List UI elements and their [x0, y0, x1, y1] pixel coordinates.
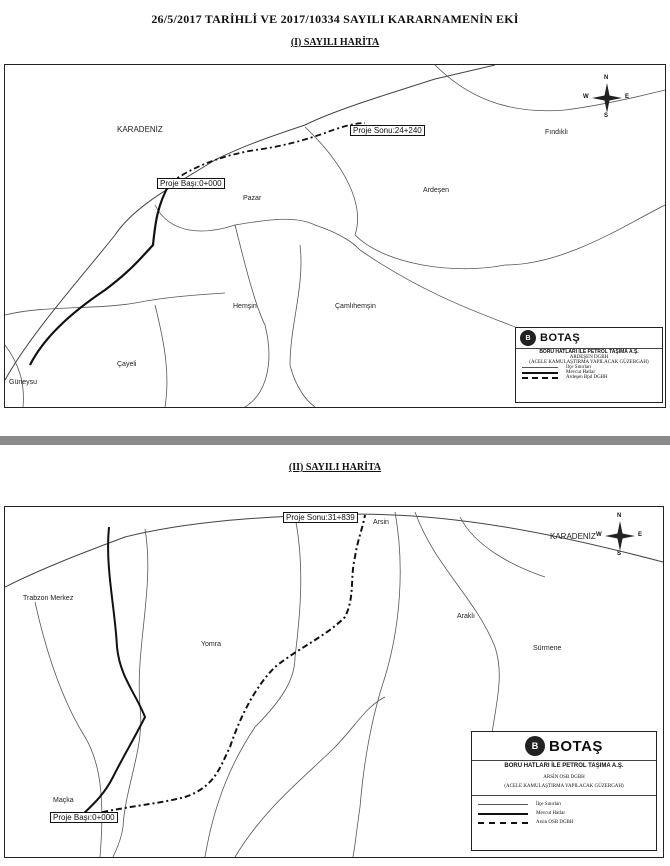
- map1-frame: [4, 64, 666, 408]
- legend-sub2-2: (ACELE KAMULAŞTIRMA YAPILACAK GÜZERGAH): [504, 784, 624, 789]
- legend-item-existing-2: Mevcut Hatlar: [536, 811, 566, 816]
- place-surmene: Sürmene: [533, 645, 562, 652]
- legend-item-boundaries-2: İlçe Sınırları: [536, 802, 562, 807]
- legend-company: BORU HATLARI İLE PETROL TAŞIMA A.Ş.: [539, 349, 639, 355]
- place-guneysu: Güneysu: [9, 379, 38, 386]
- legend-item-route-2: Arsin OSB DGBH: [536, 820, 574, 825]
- legend-sub2: (ACELE KAMULAŞTIRMA YAPILACAK GÜZERGAH): [529, 360, 649, 365]
- place-camlihemsin: Çamlıhemşin: [335, 303, 376, 310]
- project-end-label-2: Proje Sonu:31+839: [283, 512, 358, 523]
- project-start-label-1: Proje Başı:0+000: [157, 178, 225, 189]
- legend-item-route: Ardeşen Bpd DGBH: [566, 375, 608, 380]
- botas-logo-icon-2: B: [525, 736, 545, 756]
- place-hemsin: Hemşin: [233, 303, 257, 310]
- map2-legend: [471, 731, 657, 851]
- page-separator: [0, 436, 670, 445]
- place-trabzon-merkez: Trabzon Merkez: [23, 595, 74, 602]
- map1-legend: [515, 327, 663, 403]
- place-arakli: Araklı: [457, 613, 475, 620]
- map2-frame: [4, 506, 664, 858]
- place-arsin: Arsin: [373, 519, 389, 526]
- legend-sub1-2: ARSİN OSB DGBH: [543, 775, 585, 780]
- place-findikli: Fındıklı: [545, 129, 568, 136]
- place-ardesen: Ardeşen: [423, 187, 450, 194]
- map2-title: (II) SAYILI HARİTA: [288, 462, 382, 473]
- project-start-label-2: Proje Başı:0+000: [50, 812, 118, 823]
- legend-item-boundaries: İlçe Sınırları: [566, 365, 592, 370]
- legend-item-existing: Mevcut Hatlar: [566, 370, 596, 375]
- place-karadeniz-2: KARADENİZ: [550, 532, 596, 541]
- document-title: 26/5/2017 TARİHLİ VE 2017/10334 SAYILI KARARNAMENİN EKİ: [151, 12, 519, 26]
- project-end-label-1: Proje Sonu:24+240: [350, 125, 425, 136]
- place-cayeli: Çayeli: [117, 361, 137, 368]
- legend-company-2: BORU HATLARI İLE PETROL TAŞIMA A.Ş.: [504, 763, 624, 769]
- legend-sub1: ARDEŞEN DGBH: [569, 355, 609, 360]
- compass-rose-icon-2: N S E W: [596, 513, 643, 557]
- legend-brand: BOTAŞ: [540, 332, 581, 344]
- place-pazar: Pazar: [243, 195, 262, 202]
- map1-title: (I) SAYILI HARİTA: [290, 37, 380, 48]
- compass-rose-icon: N S E W: [583, 75, 630, 119]
- place-yomra: Yomra: [201, 641, 221, 648]
- place-macka: Maçka: [53, 797, 74, 804]
- legend-brand-2: BOTAŞ: [549, 737, 603, 755]
- place-karadeniz-1: KARADENİZ: [117, 125, 163, 134]
- botas-logo-icon: B: [520, 330, 536, 346]
